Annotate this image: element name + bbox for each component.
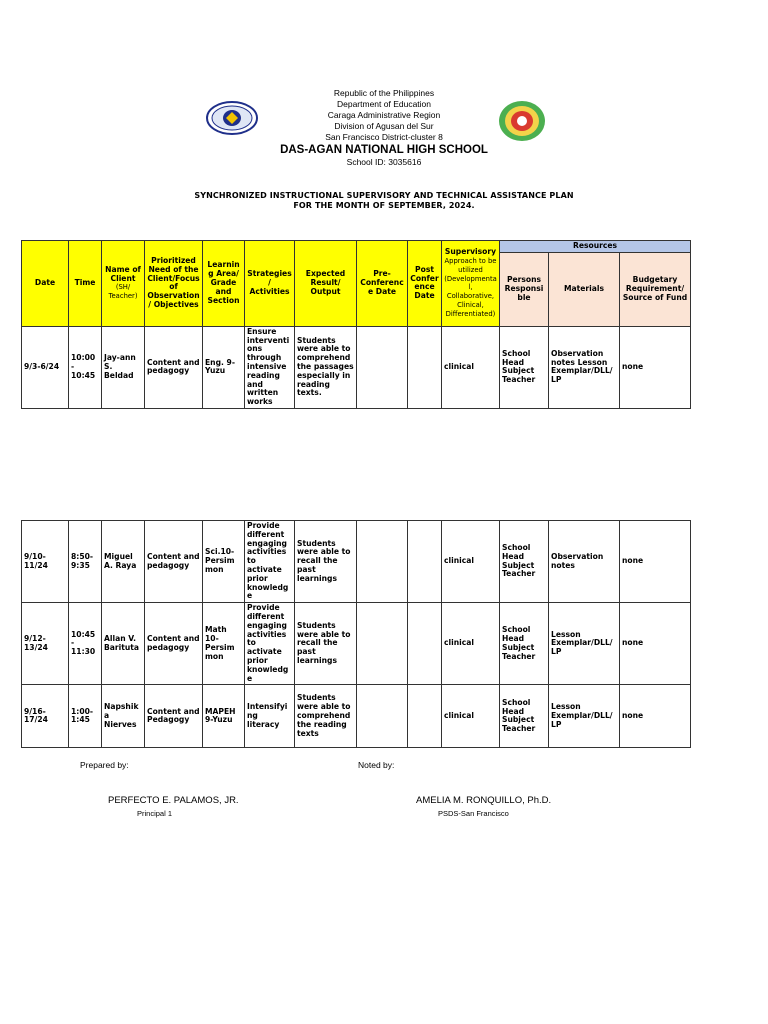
letterhead-line: Department of Education	[336, 99, 432, 109]
header-pre-conference: Pre-Conference Date	[357, 241, 408, 327]
cell-date: 9/16-17/24	[22, 685, 69, 748]
cell-post	[408, 326, 442, 408]
cell-pre	[357, 521, 408, 603]
cell-client: Jay-ann S. Beldad	[102, 326, 145, 408]
cell-budget: none	[620, 521, 691, 603]
letterhead-line: Caraga Administrative Region	[327, 110, 441, 120]
cell-area: Math 10-Persimmon	[203, 603, 245, 685]
cell-expected: Students were able to recall the past learnings	[295, 521, 357, 603]
header-client-label: Name of Client	[105, 264, 141, 283]
cell-area: Sci.10-Persimmon	[203, 521, 245, 603]
table-row	[22, 326, 691, 408]
header-time: Time	[69, 241, 102, 327]
header-area: Learning Area/ Grade and Section	[203, 241, 245, 327]
cell-need: Content and pedagogy	[145, 603, 203, 685]
cell-strategies: Intensifying literacy	[245, 685, 295, 748]
preparer-name: PERFECTO E. PALAMOS, JR.	[108, 795, 239, 806]
cell-approach: clinical	[442, 521, 500, 603]
noter-name: AMELIA M. RONQUILLO, Ph.D.	[416, 795, 552, 806]
cell-post	[408, 603, 442, 685]
cell-expected: Students were able to comprehend the passages especially in reading texts.	[295, 326, 357, 408]
cell-pre	[357, 685, 408, 748]
cell-budget: none	[620, 603, 691, 685]
school-name: DAS-AGAN NATIONAL HIGH SCHOOL	[280, 144, 488, 156]
cell-expected: Students were able to recall the past learnings	[295, 603, 357, 685]
plan-table-top	[21, 240, 691, 409]
header-approach-sub: Approach to be utilized	[444, 257, 497, 274]
header-client-sub: (SH/ Teacher)	[108, 283, 138, 301]
header-materials: Materials	[549, 252, 620, 326]
letterhead-line: Division of Agusan del Sur	[334, 121, 434, 131]
table-row	[22, 685, 691, 748]
title-line-2: FOR THE MONTH OF SEPTEMBER, 2024.	[293, 201, 475, 210]
title-line-1: SYNCHRONIZED INSTRUCTIONAL SUPERVISORY AND TECHNICAL ASSISTANCE PLAN	[194, 191, 574, 200]
cell-time: 10:00 - 10:45	[69, 326, 102, 408]
cell-area: Eng. 9-Yuzu	[203, 326, 245, 408]
letterhead-line: Republic of the Philippines	[333, 88, 435, 98]
cell-pre	[357, 326, 408, 408]
header-resources: Resources	[500, 241, 691, 253]
cell-materials: Observation notes Lesson Exemplar/DLL/ LP	[549, 326, 620, 408]
table-row	[22, 603, 691, 685]
table-row	[22, 521, 691, 603]
letterhead	[234, 88, 534, 168]
cell-post	[408, 685, 442, 748]
header-approach-types: (Developmental, Collaborative, Clinical, Differentiated)	[444, 274, 497, 318]
plan-table-bottom	[21, 520, 691, 748]
cell-materials: Observation notes	[549, 521, 620, 603]
cell-persons: School Head Subject Teacher	[500, 521, 549, 603]
header-budget: Budgetary Requirement/ Source of Fund	[620, 252, 691, 326]
document-title	[130, 191, 638, 211]
cell-budget: none	[620, 685, 691, 748]
cell-expected: Students were able to comprehend the reading texts	[295, 685, 357, 748]
cell-strategies: Provide different engaging activities to activate prior knowledge	[245, 603, 295, 685]
header-strategies: Strategies/ Activities	[245, 241, 295, 327]
cell-approach: clinical	[442, 326, 500, 408]
header-client	[102, 241, 145, 327]
cell-area: MAPEH 9-Yuzu	[203, 685, 245, 748]
cell-pre	[357, 603, 408, 685]
cell-date: 9/12-13/24	[22, 603, 69, 685]
cell-need: Content and pedagogy	[145, 521, 203, 603]
preparer-role: Principal 1	[137, 809, 173, 818]
cell-need: Content and pedagogy	[145, 326, 203, 408]
cell-approach: clinical	[442, 685, 500, 748]
cell-budget: none	[620, 326, 691, 408]
cell-time: 10:45 - 11:30	[69, 603, 102, 685]
noter-role: PSDS-San Francisco	[438, 809, 509, 818]
cell-time: 1:00-1:45	[69, 685, 102, 748]
cell-materials: Lesson Exemplar/DLL/ LP	[549, 603, 620, 685]
school-id: School ID: 3035616	[346, 157, 422, 167]
cell-persons: School Head Subject Teacher	[500, 685, 549, 748]
header-approach-label: Supervisory	[444, 247, 497, 257]
noted-by-label: Noted by:	[358, 760, 395, 770]
cell-client: Napshika Nierves	[102, 685, 145, 748]
cell-persons: School Head Subject Teacher	[500, 326, 549, 408]
cell-date: 9/3-6/24	[22, 326, 69, 408]
prepared-by-label: Prepared by:	[80, 760, 129, 770]
header-need: Prioritized Need of the Client/Focus of Observation/ Objectives	[145, 241, 203, 327]
cell-persons: School Head Subject Teacher	[500, 603, 549, 685]
cell-strategies: Provide different engaging activities to activate prior knowledge	[245, 521, 295, 603]
cell-materials: Lesson Exemplar/DLL/ LP	[549, 685, 620, 748]
letterhead-line: San Francisco District-cluster 8	[325, 132, 443, 142]
cell-date: 9/10-11/24	[22, 521, 69, 603]
cell-strategies: Ensure interventions through intensive reading and written works	[245, 326, 295, 408]
cell-time: 8:50-9:35	[69, 521, 102, 603]
header-persons: Persons Responsible	[500, 252, 549, 326]
header-post-conference: Post Conference Date	[408, 241, 442, 327]
header-date: Date	[22, 241, 69, 327]
cell-client: Miguel A. Raya	[102, 521, 145, 603]
cell-approach: clinical	[442, 603, 500, 685]
header-approach	[442, 241, 500, 327]
cell-need: Content and Pedagogy	[145, 685, 203, 748]
header-expected: Expected Result/ Output	[295, 241, 357, 327]
cell-post	[408, 521, 442, 603]
cell-client: Allan V. Barituta	[102, 603, 145, 685]
